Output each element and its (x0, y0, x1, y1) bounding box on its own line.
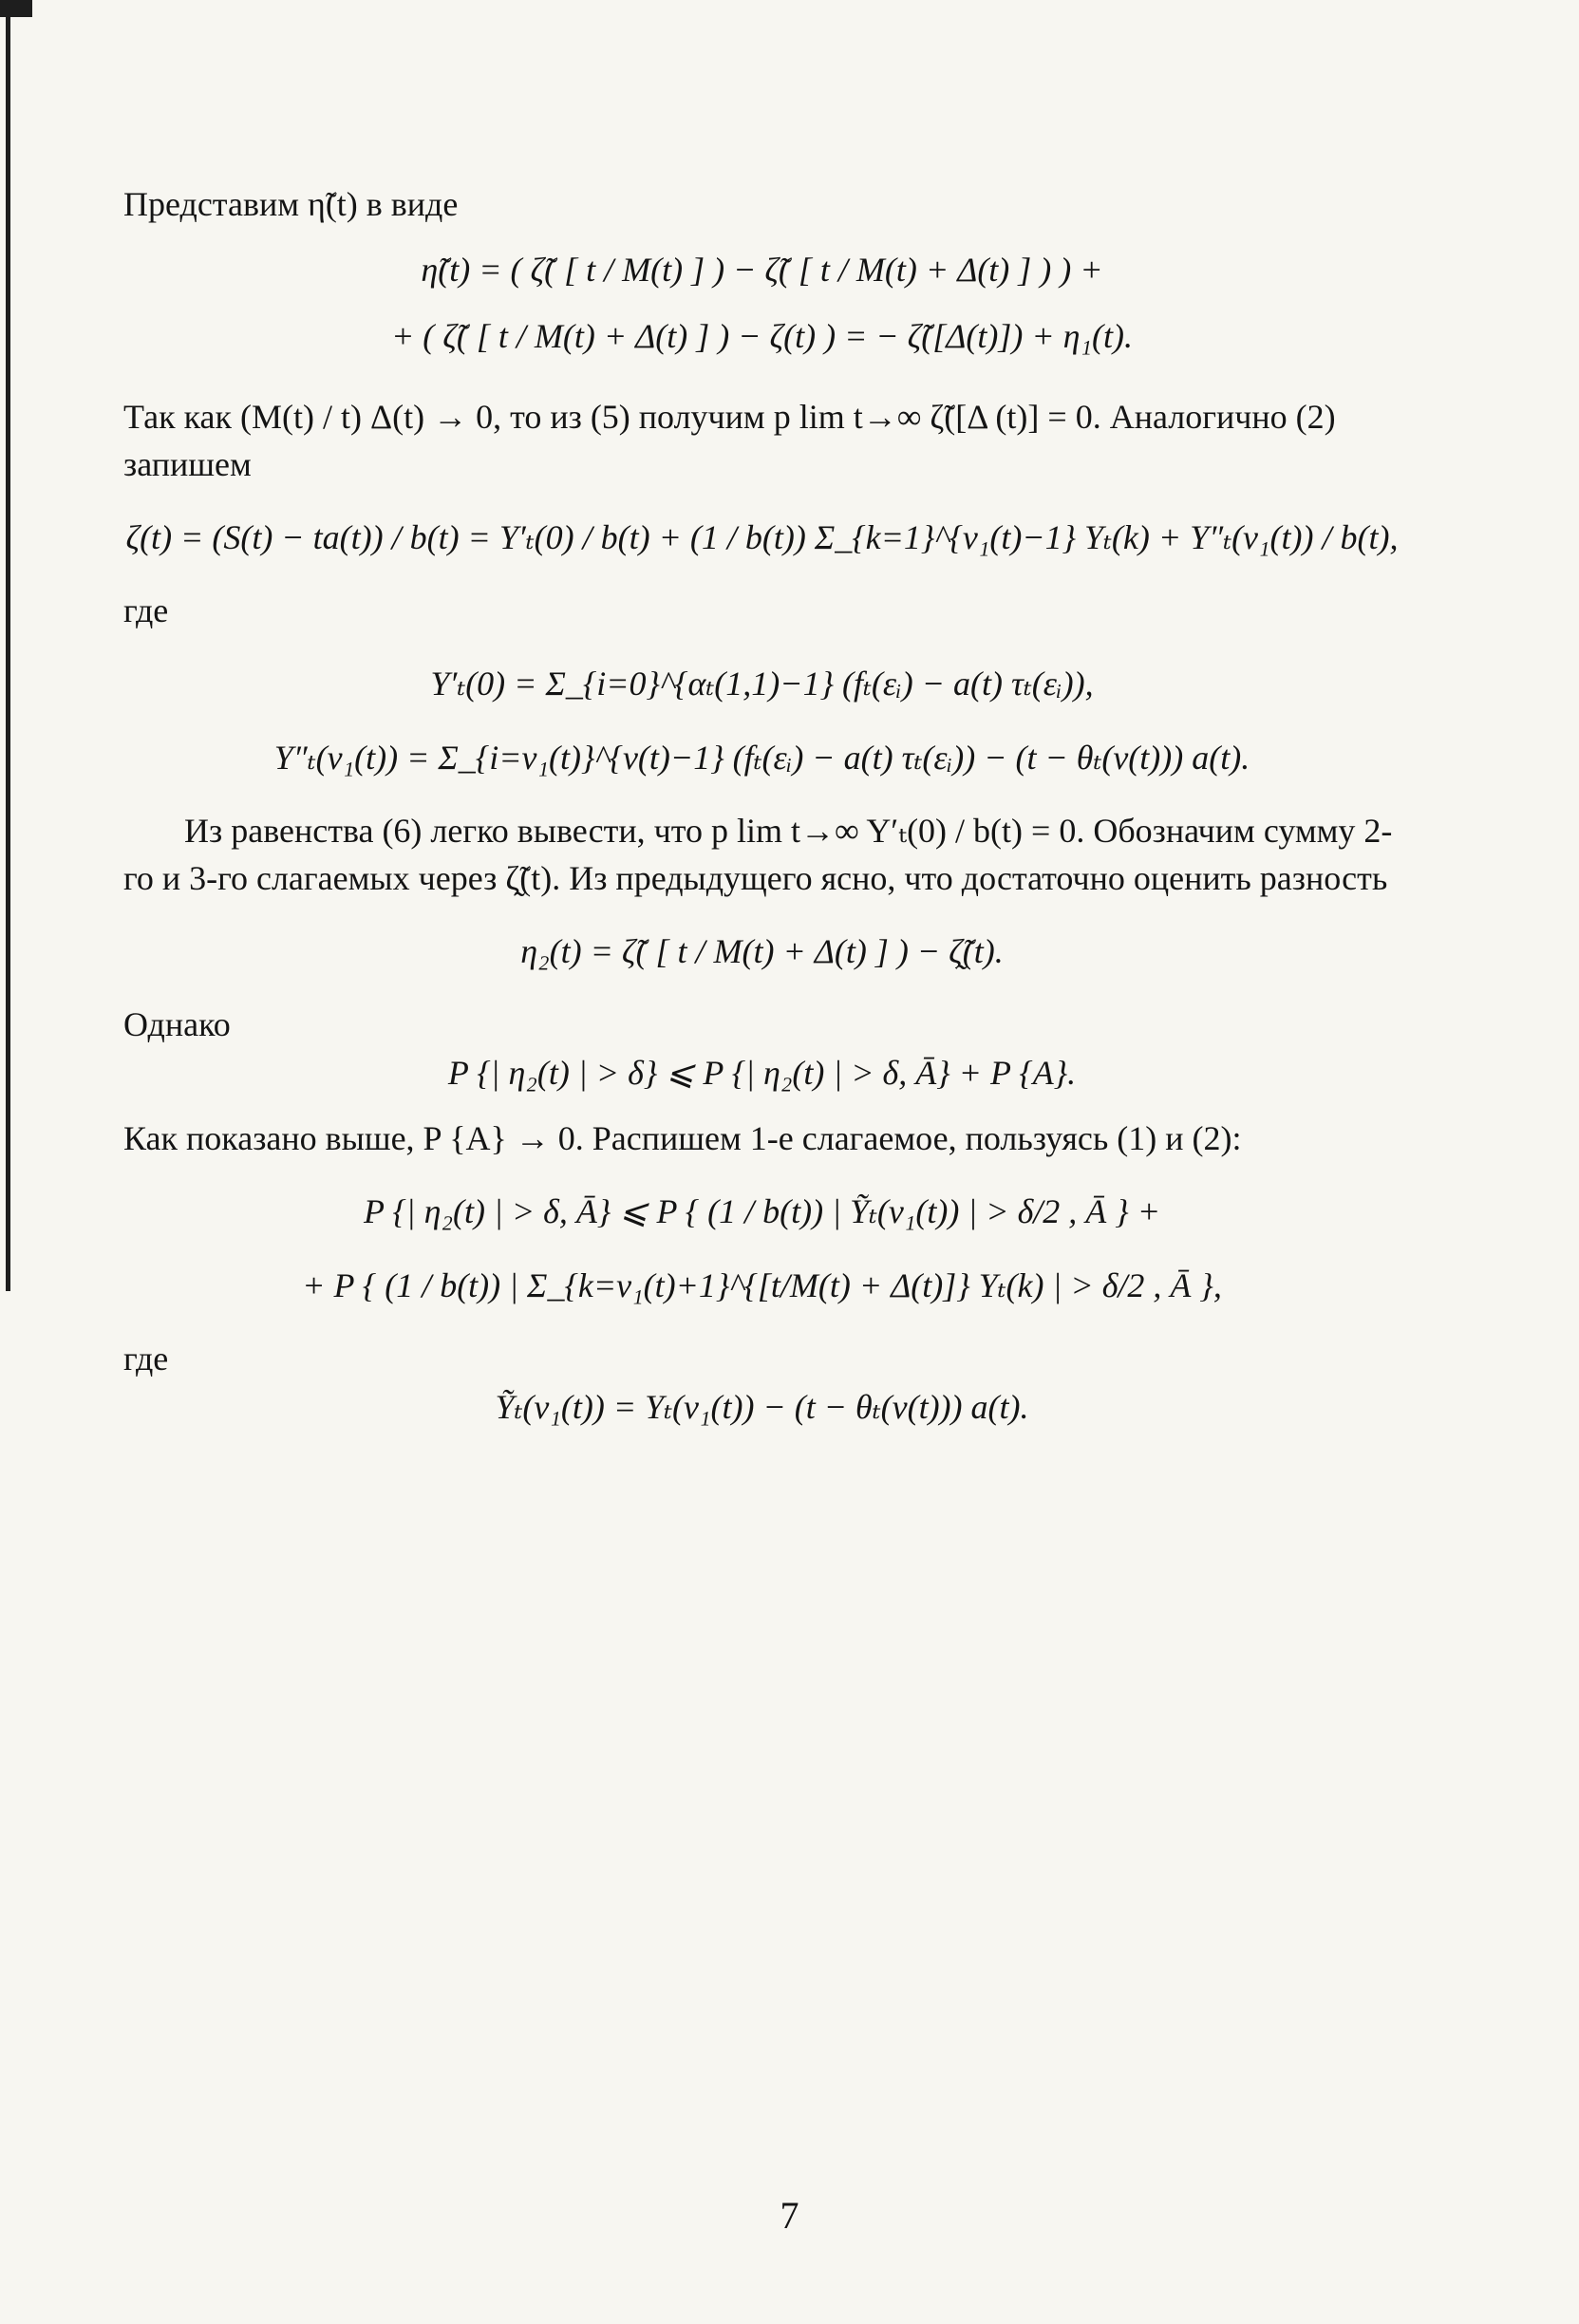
page-content (123, 180, 1400, 1432)
label-however: Однако (123, 1005, 231, 1043)
page-number: 7 (780, 2194, 799, 2237)
equation-expand-line1: P {| η₂(t) | > δ, Ā} ⩽ P { (1 / b(t)) | Ỹₜ(ν₁(t)) | > δ/2 , Ā } + (363, 1192, 1160, 1230)
paragraph-as-shown: Как показано выше, P {A} → 0. Распишем 1-е слагаемое, пользуясь (1) и (2): (123, 1119, 1242, 1157)
equation-eta-tilde-line1: η̃(t) = ( ζ̃( [ t / M(t) ] ) − ζ̃( [ t / M(t) + Δ(t) ] ) ) + (421, 251, 1103, 289)
equation-y-double-prime: Y″ₜ(ν₁(t)) = Σ_{i=ν₁(t)}^{ν(t)−1} (fₜ(εᵢ) − a(t) τₜ(εᵢ)) − (t − θₜ(ν(t))) a(t). (273, 739, 1250, 777)
equation-y-tilde: Ỹₜ(ν₁(t)) = Yₜ(ν₁(t)) − (t − θₜ(ν(t))) a(t). (495, 1388, 1029, 1426)
equation-eta-tilde-line2: + ( ζ̃( [ t / M(t) + Δ(t) ] ) − ζ(t) ) = − ζ̃([Δ(t)]) + η₁(t). (391, 317, 1133, 355)
equation-expand-line2: + P { (1 / b(t)) | Σ_{k=ν₁(t)+1}^{[t/M(t) + Δ(t)]} Yₜ(k) | > δ/2 , Ā }, (302, 1266, 1222, 1304)
label-where-2: где (123, 1340, 169, 1378)
equation-probability-bound: P {| η₂(t) | > δ} ⩽ P {| η₂(t) | > δ, Ā} + P {A}. (447, 1054, 1077, 1092)
paragraph-from-equality: Из равенства (6) легко вывести, что p lim t→∞ Y′ₜ(0) / b(t) = 0. Обозначим сумму 2-го и 3-го слагаемых через ζ̰̃(t). Из предыдущего ясно, что достаточно оценить разность (123, 812, 1393, 897)
label-where-1: где (123, 591, 169, 629)
paragraph-since: Так как (M(t) / t) Δ(t) → 0, то из (5) получим p lim t→∞ ζ̃([Δ (t)] = 0. Аналогично (2) запишем (123, 398, 1336, 483)
equation-y-prime: Y′ₜ(0) = Σ_{i=0}^{αₜ(1,1)−1} (fₜ(εᵢ) − a(t) τₜ(εᵢ)), (430, 665, 1094, 703)
paragraph-represent: Представим η̃(t) в виде (123, 185, 459, 223)
equation-zeta: ζ(t) = (S(t) − ta(t)) / b(t) = Y′ₜ(0) / b(t) + (1 / b(t)) Σ_{k=1}^{ν₁(t)−1} Yₜ(k) + Y″ₜ(ν₁(t)) / b(t), (125, 518, 1399, 556)
equation-eta-2: η₂(t) = ζ̃( [ t / M(t) + Δ(t) ] ) − ζ̰̃(t). (520, 932, 1004, 970)
scan-edge-mark (6, 0, 10, 1291)
